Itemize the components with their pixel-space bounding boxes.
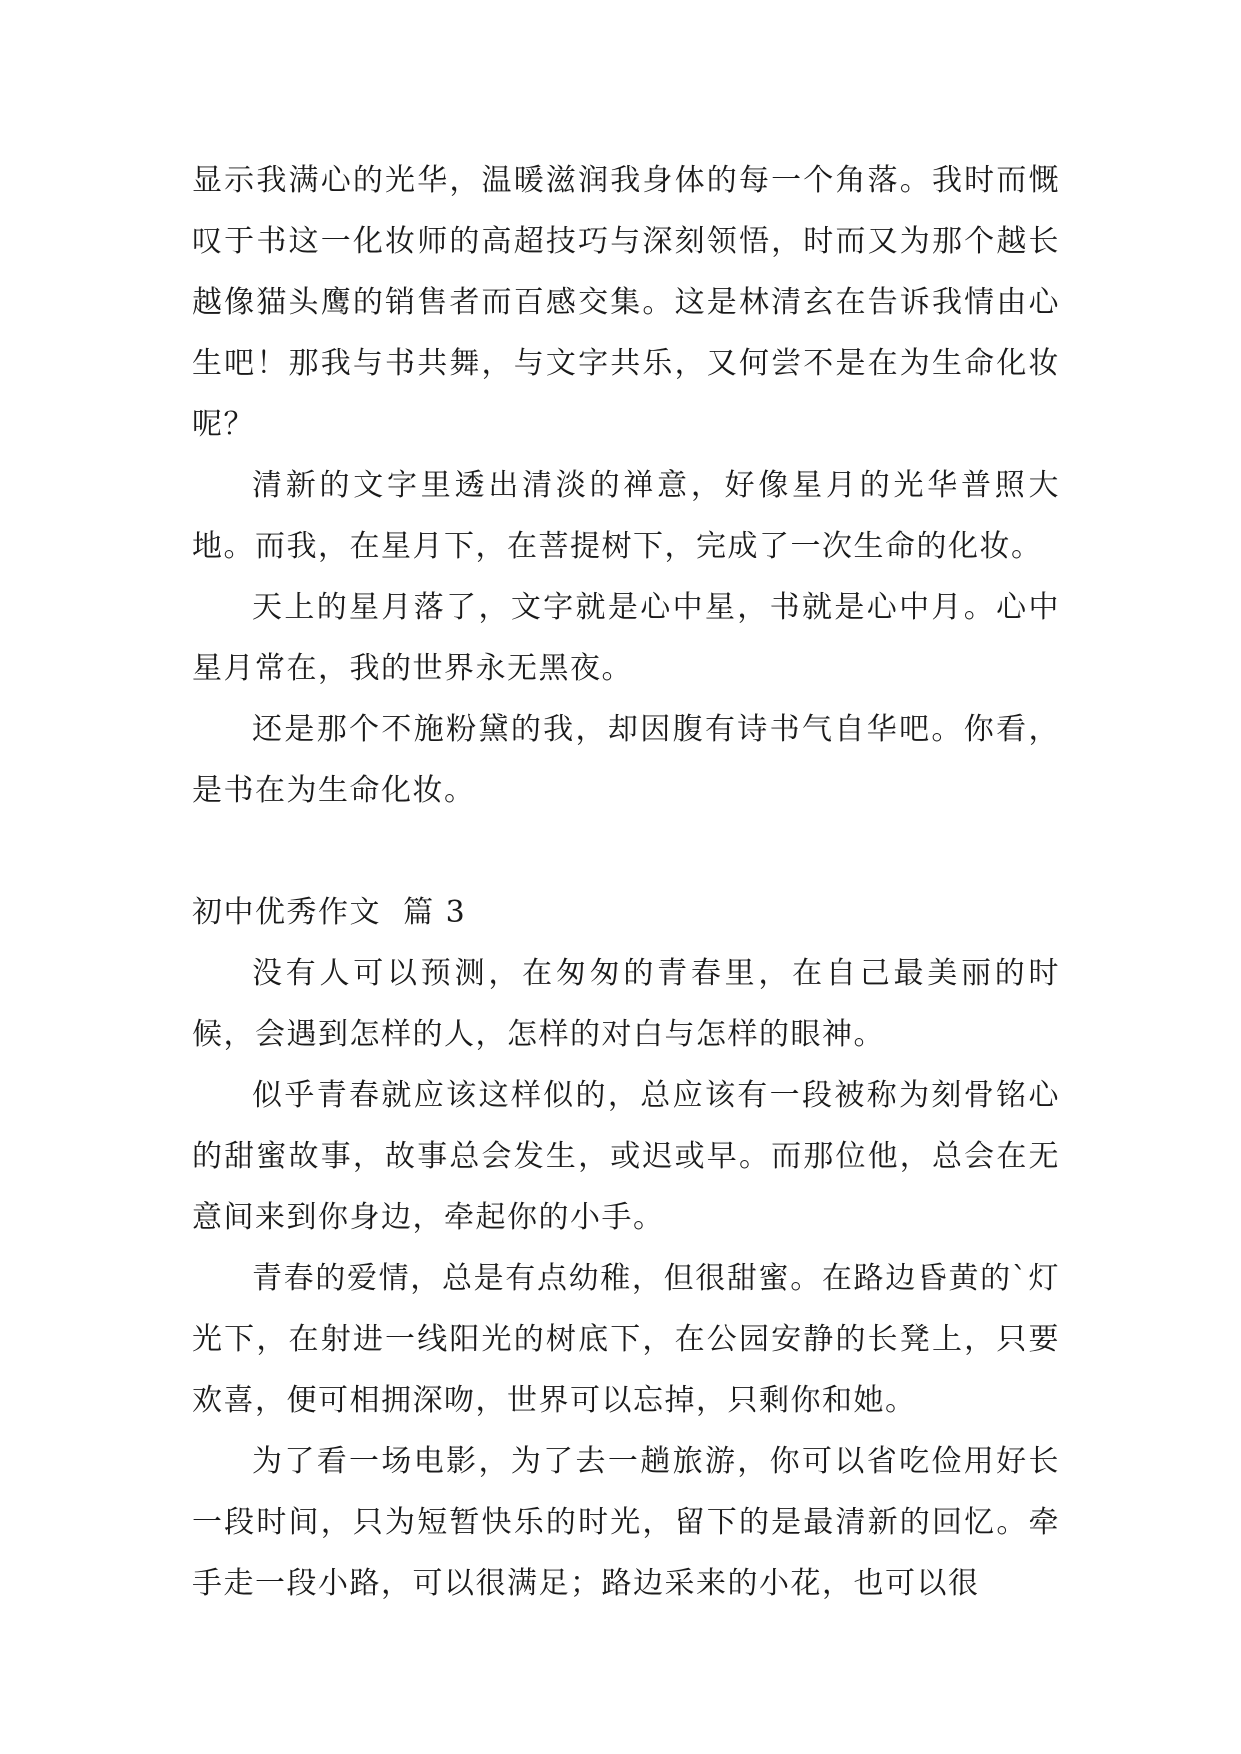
paragraph: 天上的星月落了，文字就是心中星，书就是心中月。心中星月常在，我的世界永无黑夜。 [192, 590, 1060, 686]
paragraph: 没有人可以预测，在匆匆的青春里，在自己最美丽的时候，会遇到怎样的人，怎样的对白与怎样的眼神。 [192, 956, 1060, 1052]
essay-body [192, 150, 1060, 1614]
paragraph: 还是那个不施粉黛的我，却因腹有诗书气自华吧。你看，是书在为生命化妆。 [192, 712, 1060, 808]
section-spacer [192, 821, 1060, 882]
paragraph: 清新的文字里透出清淡的禅意，好像星月的光华普照大地。而我，在星月下，在菩提树下，完成了一次生命的化妆。 [192, 468, 1060, 564]
paragraph: 为了看一场电影，为了去一趟旅游，你可以省吃俭用好长一段时间，只为短暂快乐的时光，留下的是最清新的回忆。牵手走一段小路，可以很满足；路边采来的小花，也可以很 [192, 1444, 1060, 1601]
paragraph: 显示我满心的光华，温暖滋润我身体的每一个角落。我时而慨叹于书这一化妆师的高超技巧与深刻领悟，时而又为那个越长越像猫头鹰的销售者而百感交集。这是林清玄在告诉我情由心生吧！那我与书共舞，与文字共乐，又何尝不是在为生命化妆呢？ [192, 163, 1060, 442]
paragraph: 似乎青春就应该这样似的，总应该有一段被称为刻骨铭心的甜蜜故事，故事总会发生，或迟或早。而那位他，总会在无意间来到你身边，牵起你的小手。 [192, 1078, 1060, 1235]
section-heading: 初中优秀作文 篇 3 [192, 895, 467, 930]
paragraph: 青春的爱情，总是有点幼稚，但很甜蜜。在路边昏黄的`灯光下，在射进一线阳光的树底下，在公园安静的长凳上，只要欢喜，便可相拥深吻，世界可以忘掉，只剩你和她。 [192, 1261, 1060, 1418]
